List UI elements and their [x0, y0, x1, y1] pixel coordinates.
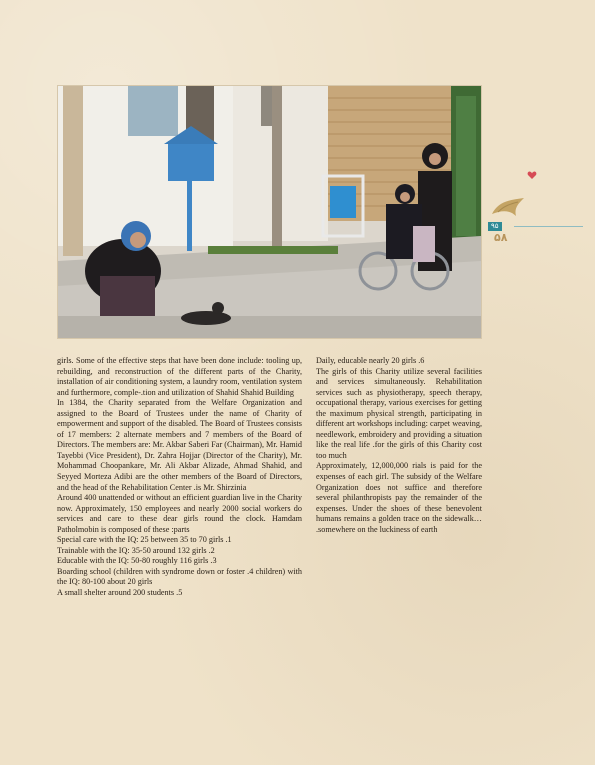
page-number-bottom: ۵۸ — [494, 231, 508, 244]
left-text-column — [57, 356, 302, 599]
list-item: Boarding school (children with syndrome down or foster .4 children) with the IQ: 80-100 about 20 girls — [57, 566, 302, 587]
heart-icon — [527, 167, 537, 177]
list-item: Trainable with the IQ: 35-50 around 132 girls .2 — [57, 545, 215, 555]
bird-logo — [490, 196, 526, 220]
paragraph: girls. Some of the effective steps that have been done include: tooling up, rebuilding, and reconstruction of the different parts of the Charity, installation of air conditioning system, a laundry room, ventilation system and furthermore, comple-.tion and utilization of Shahid Shahid Building — [57, 356, 302, 397]
list-item: Special care with the IQ: 25 between 35 to 70 girls .1 — [57, 535, 232, 545]
list-item: Educable with the IQ: 50-80 roughly 116 girls .3 — [57, 556, 217, 566]
page-rule — [514, 226, 583, 227]
list-item: Daily, educable nearly 20 girls .6 — [316, 356, 425, 365]
page-number-badge — [488, 196, 544, 248]
list-item: A small shelter around 200 students .5 — [57, 588, 183, 598]
paragraph: Around 400 unattended or without an efficient guardian live in the Charity now. Approximately, 150 employees and nearly 2000 social workers do services and care to these dear girls round the clock. Hamdam Patholmobin is composed of these :parts — [57, 493, 302, 534]
article-photo — [58, 86, 481, 338]
paragraph: In 1384, the Charity separated from the Welfare Organization and assigned to the Board of Trustees under the name of Charity of empowerment and support of the disabled. The Board of Trustees consists of 17 members: 2 alternate members and 7 members of the Board of Directors. The members are: Mr. Akbar Saberi Far (Chairman), Mr. Hamid Tayebbi (Vice President), Dr. Zahra Hojjar (Director of the Charity), Mr. Mohammad Choopankare, Mr. Ali Akbar Alizade, Ahmad Shahid, and Seyyed Morteza Adibi are the other members of the Board of Directors, and the head of the Rehabilitation Center .is Mr. Shirzinia — [57, 398, 302, 492]
page-number-top: ۹۵ — [488, 222, 502, 231]
paragraph: Approximately, 12,000,000 rials is paid for the expenses of each girl. The subsidy of the Welfare Organization does not suffice and therefore several philanthropists pay the remainder of the expenses. Under the shoes of these benevolent humans remains a golden trace on the sidewalk… .somewhere on the luckiness of earth — [316, 461, 482, 534]
paragraph: The girls of this Charity utilize several facilities and services simultaneously. Rehabilitation services such as physiotherapy, speech therapy, occupational therapy, various exercises for getting the maximum physical strength, participating in different art workshops including: carpet weaving, needlework, embroidery and providing a situation like the real life .for the girls of this Charity cost too much — [316, 366, 482, 460]
right-text-column — [316, 356, 482, 535]
